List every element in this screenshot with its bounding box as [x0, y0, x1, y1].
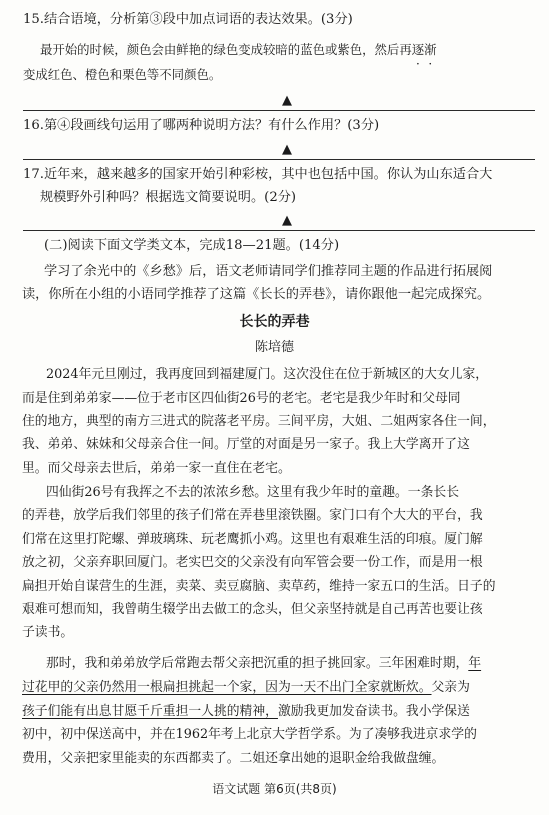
para2-line: 子读书。	[22, 625, 74, 640]
answer-line-q17	[23, 230, 535, 231]
para1-line: 住的地方，典型的南方三进式的院落老平房。三间平房，大姐、二姐两家各住一间，	[22, 414, 496, 429]
para2-line: 放之初，父亲弃职回厦门。老实巴交的父亲没有向军管会要一份工作，而是用一根	[22, 555, 483, 570]
para3-line2: 过花甲的父亲仍然用一根扁担挑起一个家，因为一天不出门全家就断炊。父亲为	[22, 680, 470, 695]
para3-line4: 初中，初中保送高中，并在1962年考上北京大学哲学系。为了凑够我进京求学的	[22, 727, 477, 742]
para2-line: 们常在这里打陀螺、弹玻璃珠、玩老鹰抓小鸡。这里也有艰难生活的印痕。厦门解	[22, 532, 483, 547]
para2-line: 的弄巷，放学后我们邻里的孩子们常在弄巷里滚铁圈。家门口有个大大的平台，我	[22, 508, 483, 523]
para1-line: 而是住到弟弟家——位于老市区四仙街26号的老宅。老宅是我少年时和父母同	[22, 391, 461, 406]
para1-line: 里。而父母亲去世后，弟弟一家一直住在老宅。	[22, 461, 291, 476]
underlined-sentence-end: 孩子们能有出息甘愿千斤重担一人挑的精神，	[22, 704, 278, 719]
q17-line2: 规模野外引种吗？根据选文简要说明。(2分)	[40, 190, 297, 205]
para1-line: 我、弟弟、妹妹和父母亲合住一间。厅堂的对面是另一家子。我上大学离开了这	[22, 437, 470, 452]
page-footer: 语文试题 第6页(共8页)	[212, 782, 337, 796]
answer-marker-q17: ▲	[282, 213, 292, 228]
emphasis-dot-char: 渐	[424, 42, 437, 57]
para3-line5: 费用，父亲把家里能卖的东西都卖了。二姐还拿出她的退职金给我做盘缠。	[22, 751, 445, 766]
q16-stem: 16.第④段画线句运用了哪两种说明方法？有什么作用？(3分)	[23, 118, 380, 133]
para2-line: 扁担开始自谋营生的生涯，卖菜、卖豆腐脑、卖草药，维持一家五口的生活。日子的	[22, 579, 496, 594]
para3-line3: 孩子们能有出息甘愿千斤重担一人挑的精神，激励我更加发奋读书。我小学保送	[22, 704, 470, 719]
underlined-sentence-part: 过花甲的父亲仍然用一根扁担挑起一个家，因为一天不出门全家就断炊。	[22, 680, 432, 695]
q15-stem: 15.结合语境，分析第③段中加点词语的表达效果。(3分)	[23, 12, 353, 27]
q15-quote-line2: 变成红色、橙色和栗色等不同颜色。	[23, 67, 222, 82]
article-author: 陈培德	[254, 340, 294, 355]
para2-line: 四仙街26号有我挥之不去的浓浓乡愁。这里有我少年时的童趣。一条长长	[46, 485, 459, 500]
answer-marker-q15: ▲	[282, 93, 292, 108]
section2-heading: (二)阅读下面文学类文本，完成18—21题。(14分)	[44, 238, 340, 253]
q15-quote-line1: 最开始的时候，颜色会由鲜艳的绿色变成较暗的蓝色或紫色，然后再逐渐	[40, 42, 437, 57]
q17-line1: 17.近年来，越来越多的国家开始引种彩桉，其中也包括中国。你认为山东适合大	[23, 167, 493, 182]
answer-marker-q16: ▲	[282, 142, 292, 157]
para3-line1: 那时，我和弟弟放学后常跑去帮父亲把沉重的担子挑回家。三年困难时期，年	[46, 656, 482, 671]
answer-line-q16	[23, 159, 535, 160]
para1-line: 2024年元旦刚过，我再度回到福建厦门。这次没住在位于新城区的大女儿家，	[46, 367, 489, 382]
para2-line: 艰难可想而知，我曾萌生辍学出去做工的念头，但父亲坚持就是自己再苦也要让孩	[22, 602, 483, 617]
emphasis-dot-char: 逐	[411, 42, 425, 57]
section2-intro-line2: 读，你所在小组的小语同学推荐了这篇《长长的弄巷》，请你跟他一起完成探究。	[22, 287, 491, 302]
answer-line-q15	[23, 110, 535, 111]
section2-intro-line1: 学习了余光中的《乡愁》后，语文老师请同学们推荐同主题的作品进行拓展阅	[44, 264, 493, 279]
article-title: 长长的弄巷	[239, 314, 310, 330]
underlined-sentence-start: 年	[468, 656, 482, 671]
